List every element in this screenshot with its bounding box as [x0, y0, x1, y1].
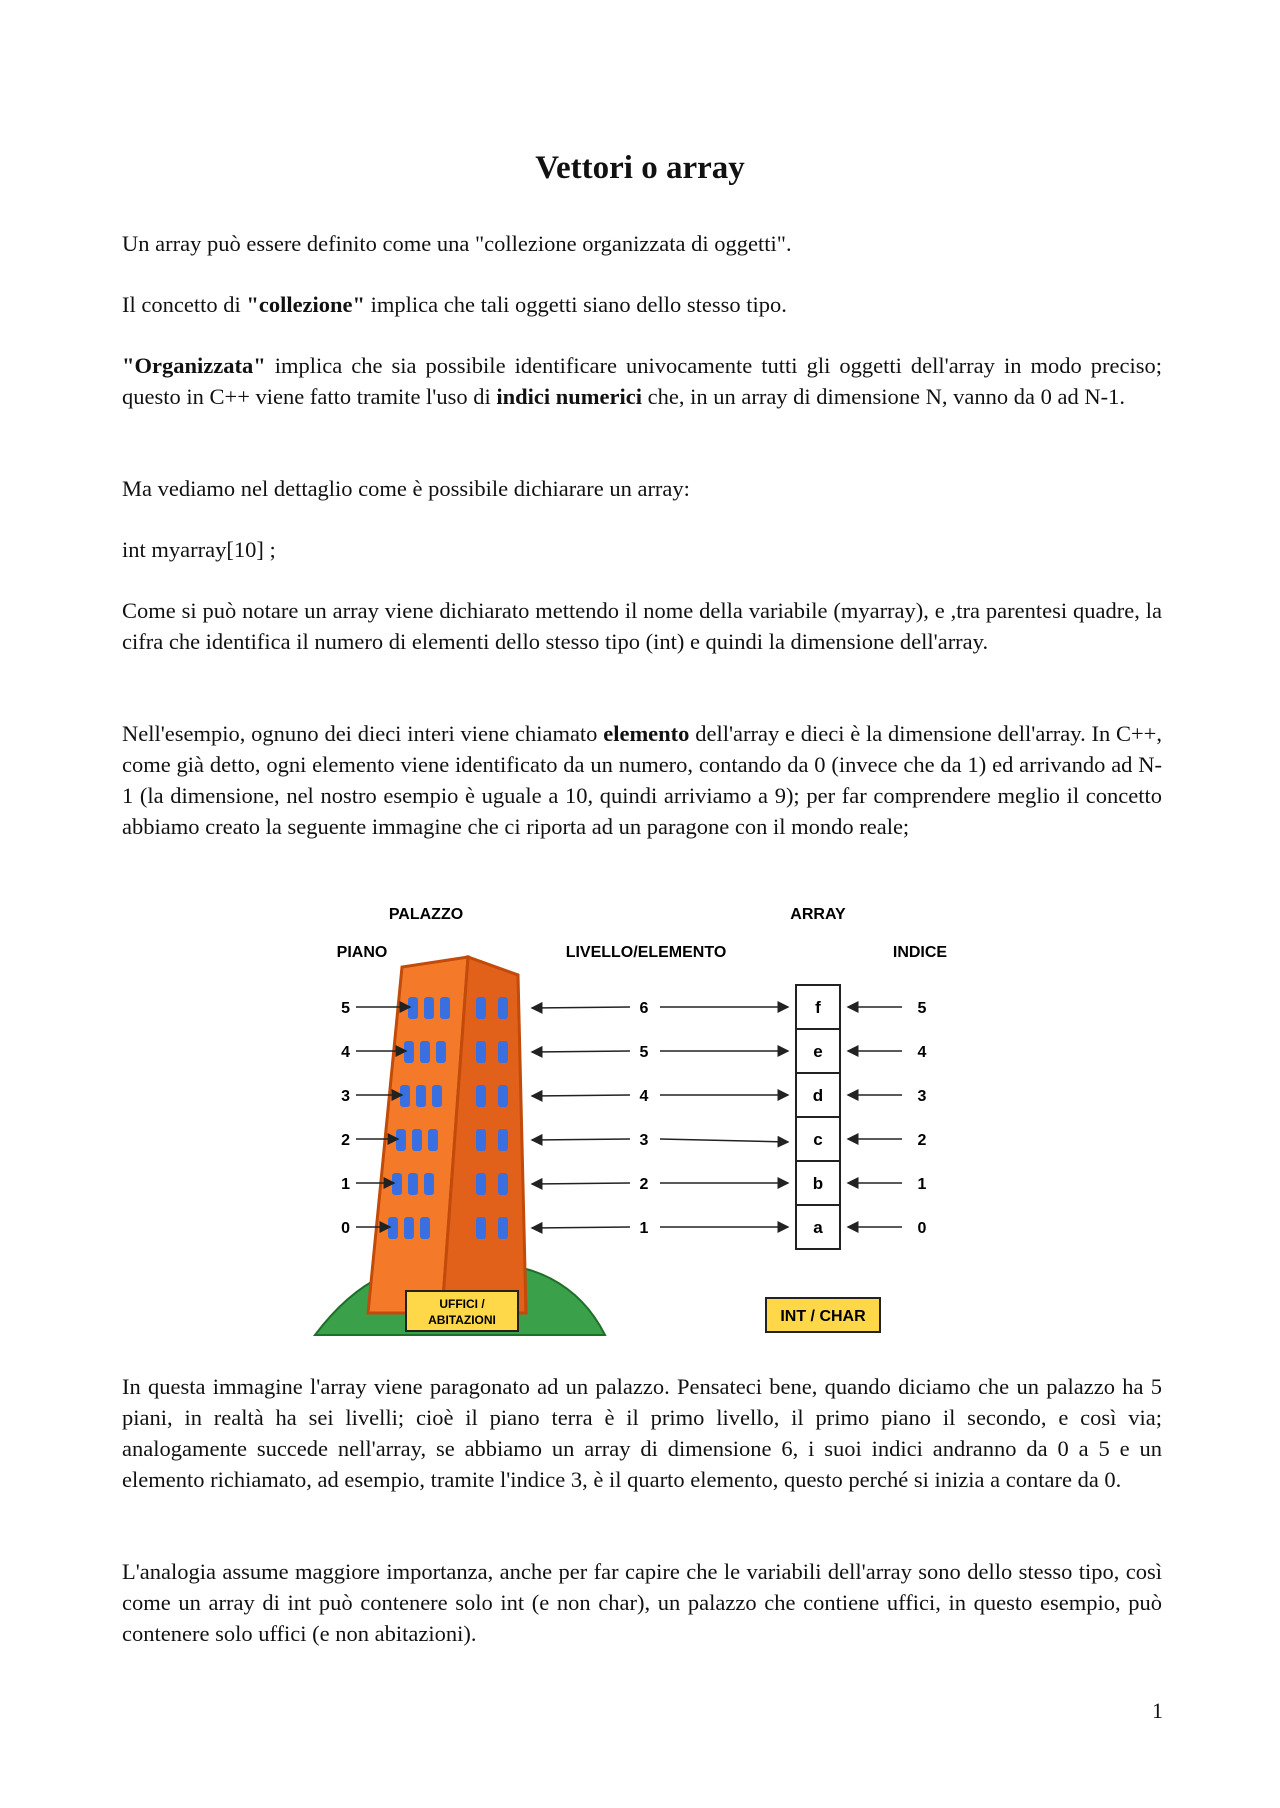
- livello-number: 3: [639, 1132, 649, 1149]
- indice-number: 2: [917, 1132, 927, 1149]
- array-element: d: [812, 1086, 824, 1105]
- palazzo-label: PALAZZO: [388, 906, 464, 923]
- window: [404, 1217, 414, 1239]
- building-sign-line1: UFFICI /: [439, 1297, 485, 1311]
- paragraph-esempio: Nell'esempio, ognuno dei dieci interi viene chiamato elemento dell'array e dieci è la dimensione dell'array. In C++, come già detto, ogni elemento viene identificato da un numero, contando da 0 (invece che da 1) ed arrivando ad N-1 (la dimensione, nel nostro esempio è uguale a 10, quindi arriviamo a 9); per far comprendere meglio il concetto abbiamo creato la seguente immagine che ci riporta ad un paragone con il mondo reale;: [122, 721, 1162, 839]
- livello-arrow-left: [532, 1051, 630, 1052]
- window: [396, 1129, 406, 1151]
- window: [420, 1041, 430, 1063]
- window: [476, 1041, 486, 1063]
- array-label: ARRAY: [790, 906, 846, 923]
- paragraph-collezione: Il concetto di "collezione" implica che tali oggetti siano dello stesso tipo.: [122, 292, 787, 317]
- type-sign-label: INT / CHAR: [780, 1308, 866, 1325]
- window: [498, 1217, 508, 1239]
- piano-number: 3: [341, 1088, 350, 1105]
- window: [498, 997, 508, 1019]
- window: [498, 1085, 508, 1107]
- window: [408, 1173, 418, 1195]
- array-element: f: [815, 998, 821, 1017]
- building-array-figure: [300, 895, 980, 1340]
- window: [400, 1085, 410, 1107]
- window: [498, 1173, 508, 1195]
- piano-number: 0: [341, 1220, 350, 1237]
- piano-number: 2: [341, 1132, 350, 1149]
- window: [408, 997, 418, 1019]
- window: [436, 1041, 446, 1063]
- window: [476, 997, 486, 1019]
- window: [498, 1129, 508, 1151]
- livello-number: 1: [639, 1220, 649, 1237]
- page-number: 1: [1152, 1698, 1163, 1723]
- livello-number: 4: [639, 1088, 649, 1105]
- paragraph-spiegazione: Come si può notare un array viene dichiarato mettendo il nome della variabile (myarray), e ,tra parentesi quadre, la cifra che identifica il numero di elementi dello stesso tipo (int) e quindi la dimensione dell'array.: [122, 598, 1162, 654]
- window: [388, 1217, 398, 1239]
- paragraph-dichiarazione: Ma vediamo nel dettaglio come è possibile dichiarare un array:: [122, 476, 690, 501]
- window: [412, 1129, 422, 1151]
- paragraph-intro: Un array può essere definito come una "collezione organizzata di oggetti".: [122, 231, 792, 256]
- livello-arrow-left: [532, 1007, 630, 1008]
- livello-number: 6: [639, 1000, 649, 1017]
- building-sign-line2: ABITAZIONI: [428, 1313, 496, 1327]
- window: [420, 1217, 430, 1239]
- window: [498, 1041, 508, 1063]
- array-element: a: [813, 1218, 823, 1237]
- window: [432, 1085, 442, 1107]
- window: [416, 1085, 426, 1107]
- piano-number: 1: [341, 1176, 350, 1193]
- window: [476, 1173, 486, 1195]
- indice-number: 5: [917, 1000, 927, 1017]
- page-title: Vettori o array: [535, 150, 745, 186]
- indice-number: 0: [917, 1220, 927, 1237]
- window: [404, 1041, 414, 1063]
- livello-arrow-left: [532, 1095, 630, 1096]
- paragraph-analogia: In questa immagine l'array viene paragonato ad un palazzo. Pensateci bene, quando diciamo che un palazzo ha 5 piani, in realtà ha sei livelli; cioè il piano terra è il primo livello, il primo piano il secondo, e così via; analogamente succede nell'array, se abbiamo un array di dimensione 6, i suoi indici andranno da 0 a 5 e un elemento richiamato, ad esempio, tramite l'indice 3, è il quarto elemento, questo perché si inizia a contare da 0.: [122, 1374, 1162, 1492]
- indice-label: INDICE: [892, 944, 948, 961]
- code-line: int myarray[10] ;: [122, 537, 276, 562]
- livello-arrow-left: [532, 1139, 630, 1140]
- window: [424, 997, 434, 1019]
- window: [428, 1129, 438, 1151]
- piano-number: 5: [341, 1000, 350, 1017]
- window: [476, 1085, 486, 1107]
- livello-elemento-label: LIVELLO/ELEMENTO: [565, 944, 727, 961]
- array-element: b: [812, 1174, 824, 1193]
- livello-number: 2: [639, 1176, 649, 1193]
- livello-number: 5: [639, 1044, 649, 1061]
- indice-number: 3: [917, 1088, 927, 1105]
- window: [392, 1173, 402, 1195]
- livello-arrow-left: [532, 1227, 630, 1228]
- array-element: e: [813, 1042, 823, 1061]
- indice-number: 1: [917, 1176, 927, 1193]
- window: [476, 1129, 486, 1151]
- livello-arrow-right: [660, 1139, 788, 1142]
- paragraph-organizzata: "Organizzata" implica che sia possibile identificare univocamente tutti gli oggetti dell'array in modo preciso; questo in C++ viene fatto tramite l'uso di indici numerici che, in un array di dimensione N, vanno da 0 ad N-1.: [122, 353, 1162, 409]
- window: [424, 1173, 434, 1195]
- paragraph-conclusione: L'analogia assume maggiore importanza, anche per far capire che le variabili dell'array sono dello stesso tipo, così come un array di int può contenere solo int (e non char), un palazzo che contiene uffici, in questo esempio, può contenere solo uffici (e non abitazioni).: [122, 1559, 1162, 1646]
- window: [476, 1217, 486, 1239]
- window: [440, 997, 450, 1019]
- livello-arrow-left: [532, 1183, 630, 1184]
- piano-label: PIANO: [336, 944, 388, 961]
- piano-number: 4: [341, 1044, 350, 1061]
- indice-number: 4: [917, 1044, 927, 1061]
- array-element: c: [813, 1130, 823, 1149]
